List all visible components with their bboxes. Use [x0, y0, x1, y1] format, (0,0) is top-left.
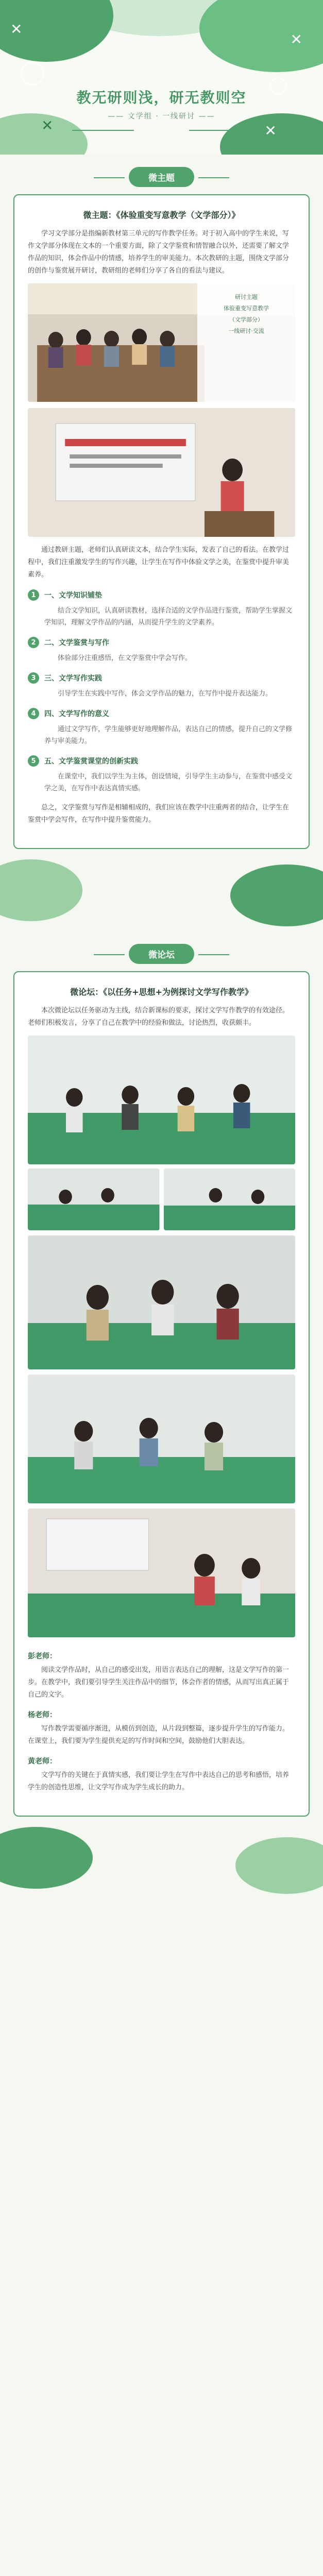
section-divider-decoration: [0, 1817, 323, 1899]
cross-icon: ✕: [290, 31, 302, 48]
paragraph: 本次微论坛以任务驱动为主线，结合新课标的要求，探讨文学写作教学的有效途径。老师们积极发言，分享了自己在教学中的经验和做法，讨论热烈，收获颇丰。: [28, 1007, 290, 1027]
cross-icon: ✕: [264, 122, 277, 139]
hero-banner: [0, 0, 323, 155]
photo-row: [28, 1168, 295, 1230]
section-pill: 微论坛: [129, 944, 194, 964]
speaker-label: 彭老师：: [28, 1652, 57, 1660]
cross-icon: ✕: [10, 21, 23, 38]
section-card: [13, 194, 310, 849]
section-pill: 微主题: [129, 167, 194, 187]
list-item: 2 二、文学鉴赏与写作 体验部分注重感悟，在文学鉴赏中学会写作。: [28, 637, 295, 664]
list-item: 1 一、文学知识铺垫 结合文学知识，认真研读教材，选择合适的文学作品进行鉴赏，帮助学生掌握文学知识，理解文学作品的内涵，从而提升学生的文学素养。: [28, 589, 295, 629]
classroom-photo: [28, 1235, 295, 1369]
presentation-photo: [28, 408, 295, 537]
paragraph: 总之，文学鉴赏与写作是相辅相成的，我们应该在教学中注重两者的结合，让学生在鉴赏中学会写作，在写作中提升鉴赏能力。: [28, 804, 290, 824]
meeting-photo: [28, 283, 295, 402]
section-header: [0, 155, 323, 194]
classroom-photo: [28, 1168, 160, 1230]
paragraph: 通过教研主题，老师们认真研读文本，结合学生实际，发表了自己的看法。在教学过程中，我们注重激发学生的写作兴趣，让学生在写作中体验文学之美，在鉴赏中提升审美素养。: [28, 546, 290, 579]
paragraph: 学习文学部分是指编新教材第三单元的写作教学任务。对于初入高中的学生来说，写作文学部分体现在文本的一个重要方面，除了文学鉴赏和情智融合以外，还需要了解文学作品的知识，体会作品中的情感，培养学生的审美能力。本次教研的主题，围绕文学部分的创作与鉴赏展开研讨，教研组的老师们分享了各自的看法与建议。: [28, 230, 290, 275]
speaker-label: 黄老师：: [28, 1757, 57, 1766]
page-subtitle: —— 文学组 · 一线研讨 ——: [108, 112, 215, 121]
section-divider-decoration: [0, 849, 323, 931]
classroom-photo: [164, 1168, 296, 1230]
classroom-photo: [28, 1509, 295, 1637]
divider: [72, 130, 134, 131]
classroom-photo: [28, 1036, 295, 1164]
divider: [189, 130, 251, 131]
photo-caption-panel: 研讨主题 体验重变写意教学 （文学部分） 一线研讨·交流: [197, 283, 295, 402]
section-header: [0, 931, 323, 971]
card-title: 微论坛：《以任务+思想+为例探讨文学写作教学》: [70, 987, 253, 997]
speaker-label: 杨老师：: [28, 1711, 57, 1719]
section-card: [13, 971, 310, 1817]
list-item: 5 五、文学鉴赏课堂的创新实践 在课堂中，我们以学生为主体，创设情境，引导学生主动参与，在鉴赏中感受文学之美，在写作中表达真情实感。: [28, 755, 295, 794]
paragraph: 阅读文学作品时，从自己的感受出发，用语言表达自己的理解，这是文学写作的第一步。在教学中，我们要引导学生关注作品中的细节，体会作者的情感，从而写出真正属于自己的文字。: [28, 1666, 290, 1699]
cross-icon: ✕: [41, 117, 54, 134]
classroom-photo: [28, 1375, 295, 1503]
list-item: 4 四、文学写作的意义 通过文学写作，学生能够更好地理解作品，表达自己的情感，提升自己的文学修养与审美能力。: [28, 708, 295, 747]
paragraph: 写作教学需要循序渐进，从模仿到创造，从片段到整篇，逐步提升学生的写作能力。在课堂上，我们要为学生提供充足的写作时间和空间，鼓励他们大胆表达。: [28, 1725, 290, 1745]
page-title: 教无研则浅，研无教则空: [76, 89, 247, 106]
paragraph: 文学写作的关键在于真情实感，我们要让学生在写作中表达自己的思考和感悟，培养学生的创造性思维，让文学写作成为学生成长的助力。: [28, 1771, 290, 1791]
card-title: 微主题：《体验重变写意教学（文学部分）》: [83, 210, 240, 220]
ring-decoration: [21, 62, 44, 86]
list-item: 3 三、文学写作实践 引导学生在实践中写作，体会文学作品的魅力，在写作中提升表达能力。: [28, 672, 295, 700]
